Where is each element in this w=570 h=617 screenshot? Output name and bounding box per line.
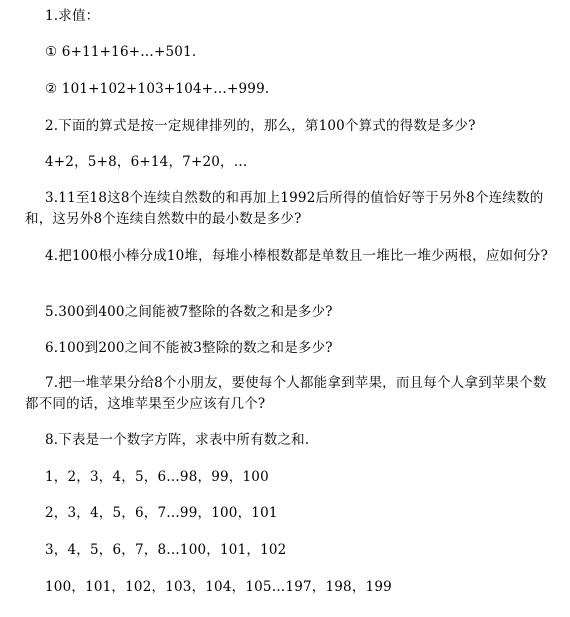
problem-8-row-1: 1，2，3，4，5，6…98，99，100 [45,469,269,485]
problem-2-title: 2.下面的算式是按一定规律排列的，那么，第100个算式的得数是多少? [45,118,476,134]
problem-3: 3.11至18这8个连续自然数的和再加上1992后所得的值恰好等于另外8个连续数的和，这另外8个连续自然数中的最小数是多少? [25,190,544,227]
problem-8-row-4: 100，101，102，103，104，105…197，198，199 [45,579,392,595]
problem-8-row-3: 3，4，5，6，7，8…100，101，102 [45,542,287,558]
problem-8-title: 8.下表是一个数字方阵，求表中所有数之和. [45,432,310,448]
problem-4: 4.把100根小棒分成10堆，每堆小棒根数都是单数且一堆比一堆少两根，应如何分? [45,248,549,264]
problem-5: 5.300到400之间能被7整除的各数之和是多少? [45,304,333,320]
problem-6: 6.100到200之间不能被3整除的数之和是多少? [45,340,333,356]
problem-1-part-b: ② 101+102+103+104+…+999. [45,81,270,97]
problem-1-part-a: ① 6+11+16+…+501. [45,44,197,60]
problem-1-title: 1.求值： [45,8,100,24]
problem-8-row-2: 2，3，4，5，6，7…99，100，101 [45,505,278,521]
problem-2-sequence: 4+2，5+8，6+14，7+20，… [45,154,248,170]
problem-7: 7.把一堆苹果分给8个小朋友，要使每个人都能拿到苹果，而且每个人拿到苹果个数都不同的话，这堆苹果至少应该有几个? [25,375,547,412]
